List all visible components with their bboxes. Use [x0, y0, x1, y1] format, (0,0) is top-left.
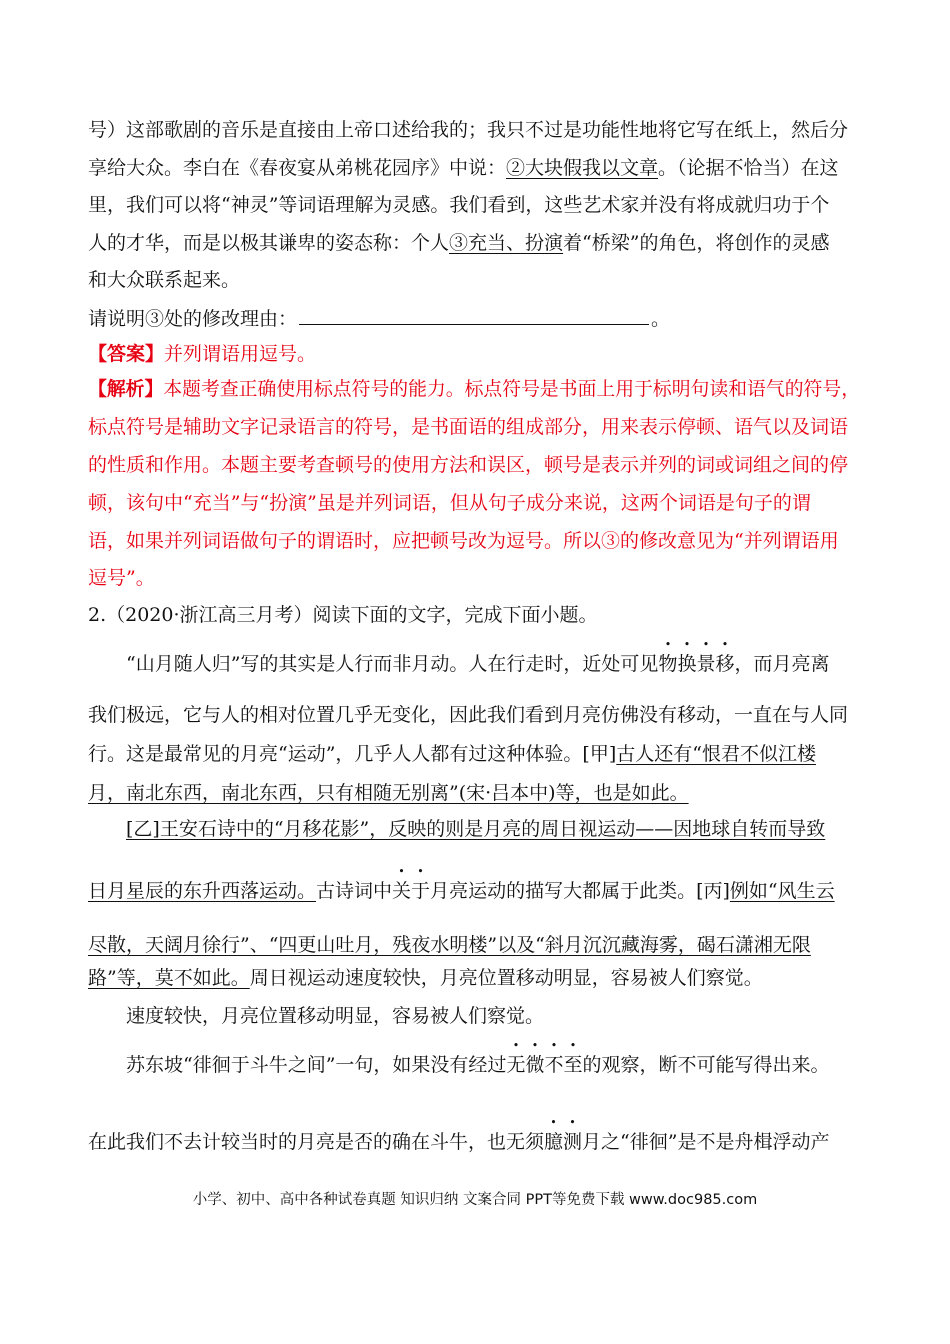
- underlined-text: 尽散，天阔月徐行”、“四更山吐月，残夜水明楼”以及“斜月沉沉藏海雾，碣石潇湘无限: [88, 934, 811, 956]
- analysis-label: 【解析】: [88, 378, 164, 400]
- underlined-text: ③充当、扮演: [449, 232, 564, 254]
- emphasis-char: 景: [696, 653, 716, 675]
- analysis-line: [88, 415, 848, 439]
- footer: 小学、初中、高中各种试卷真题 知识归纳 文案合同 PPT等免费下载 www.doc985.com: [192, 1192, 758, 1208]
- emphasis-char: 不: [544, 1054, 564, 1076]
- text-span: 和大众联系起来。: [88, 269, 241, 291]
- text-span: 月亮运动的描写大都属于此类。[丙]: [430, 880, 730, 902]
- emphasis-char: 微: [525, 1054, 545, 1076]
- emphasis-char: 至: [563, 1054, 583, 1076]
- text-line: [126, 817, 825, 841]
- text-span: 人的才华，而是以极其谦卑的姿态称：个人: [88, 232, 450, 254]
- text-span: 月之“徘徊”是不是舟楫浮动产: [582, 1131, 830, 1153]
- text-span: 标点符号是辅助文字记录语言的符号，是书面语的组成部分，用来表示停顿、语气以及词语: [88, 416, 849, 438]
- answer-label: 【答案】: [88, 343, 165, 365]
- emphasis-char: 于: [411, 880, 431, 902]
- text-span: 的性质和作用。本题主要考查顿号的使用方法和误区，顿号是表示并列的词或词组之间的停: [88, 454, 849, 476]
- text-line: [88, 268, 240, 292]
- text-line: [88, 118, 848, 142]
- text-span: 请说明③处的修改理由：: [88, 308, 298, 330]
- question-prompt: [88, 306, 670, 331]
- text-line: [88, 193, 829, 217]
- text-span: 苏东坡“徘徊于斗牛之间”一句，如果没有经过: [126, 1054, 507, 1076]
- text-line: [88, 879, 835, 903]
- underlined-text: 日月星辰的东升西落运动。: [88, 880, 317, 902]
- underlined-text: 例如“风生云: [729, 880, 835, 902]
- emphasis-char: 物: [658, 653, 678, 675]
- text-span: 。（论据不恰当）在这: [658, 157, 839, 179]
- text-line: [88, 933, 811, 957]
- answer-text: 并列谓语用逗号。: [164, 343, 317, 365]
- question-2-title: [88, 603, 598, 627]
- text-line: [88, 1130, 829, 1154]
- text-span: ，而月亮离: [734, 653, 830, 675]
- text-span: 我们极远，它与人的相对位置几乎无变化，因此我们看到月亮仿佛没有移动，一直在与人同: [88, 704, 849, 726]
- text-span: 古诗词中: [316, 880, 393, 902]
- text-span: 着“桥梁”的角色，将创作的灵感: [563, 232, 830, 254]
- text-span: 周日视运动速度较快，月亮位置移动明显，容易被人们察觉。: [249, 967, 763, 989]
- text-span: 速度较快，月亮位置移动明显，容易被人们察觉。: [126, 1005, 545, 1027]
- analysis-line: [88, 529, 839, 553]
- text-line: [88, 703, 848, 727]
- text-line: [126, 1053, 830, 1077]
- analysis-line: [88, 377, 860, 401]
- text-line: [88, 156, 839, 180]
- emphasis-char: 臆: [544, 1131, 564, 1153]
- underlined-text: [乙]王安石诗中的“月移花影”，反映的则是月亮的周日视运动——因地球自转而导致: [126, 818, 826, 840]
- answer-line: [88, 342, 316, 366]
- text-span: “山月随人归”写的其实是人行而非月动。人在行走时，近处可见: [126, 653, 659, 675]
- text-span: 2.（2020·浙江高三月考）阅读下面的文字，完成下面小题。: [88, 604, 598, 626]
- text-line: [88, 966, 763, 990]
- text-line: [88, 742, 816, 766]
- emphasis-char: 移: [715, 653, 735, 675]
- text-span: 行。这是最常见的月亮“运动”，几乎人人都有过这种体验。[甲]: [88, 743, 617, 765]
- text-span: 。: [651, 308, 671, 330]
- text-span: 的观察，断不可能写得出来。: [582, 1054, 830, 1076]
- text-span: 顿，该句中“充当”与“扮演”虽是并列词语，但从句子成分来说，这两个词语是句子的谓: [88, 492, 811, 514]
- emphasis-char: 测: [563, 1131, 583, 1153]
- analysis-line: [88, 453, 848, 477]
- text-line: [88, 231, 829, 255]
- analysis-line: [88, 566, 155, 590]
- answer-blank: [299, 306, 649, 325]
- text-span: 里，我们可以将“神灵”等词语理解为灵感。我们看到，这些艺术家并没有将成就归功于个: [88, 194, 830, 216]
- underlined-text: 古人还有“恨君不似江楼: [616, 743, 816, 765]
- emphasis-char: 无: [506, 1054, 526, 1076]
- underlined-text: 月，南北东西，南北东西，只有相随无别离”(宋·吕本中)等，也是如此。: [88, 782, 689, 804]
- emphasis-char: 关: [392, 880, 412, 902]
- text-line: [126, 1004, 544, 1028]
- text-span: 本题考查正确使用标点符号的能力。标点符号是书面上用于标明句读和语气的符号，: [163, 378, 861, 400]
- text-span: 享给大众。李白在《春夜宴从弟桃花园序》中说：: [88, 157, 507, 179]
- text-span: 在此我们不去计较当时的月亮是否的确在斗牛，也无须: [88, 1131, 545, 1153]
- text-span: 逗号”。: [88, 567, 155, 589]
- text-line: [88, 781, 689, 805]
- emphasis-char: 换: [677, 653, 697, 675]
- analysis-line: [88, 491, 811, 515]
- text-span: 号）这部歌剧的音乐是直接由上帝口述给我的；我只不过是功能性地将它写在纸上，然后分: [88, 119, 849, 141]
- text-line: [126, 652, 830, 676]
- text-span: 语，如果并列词语做句子的谓语时，应把顿号改为逗号。所以③的修改意见为“并列谓语用: [88, 530, 839, 552]
- underlined-text: ②大块假我以文章: [506, 157, 659, 179]
- underlined-text: 路”等，莫不如此。: [88, 967, 250, 989]
